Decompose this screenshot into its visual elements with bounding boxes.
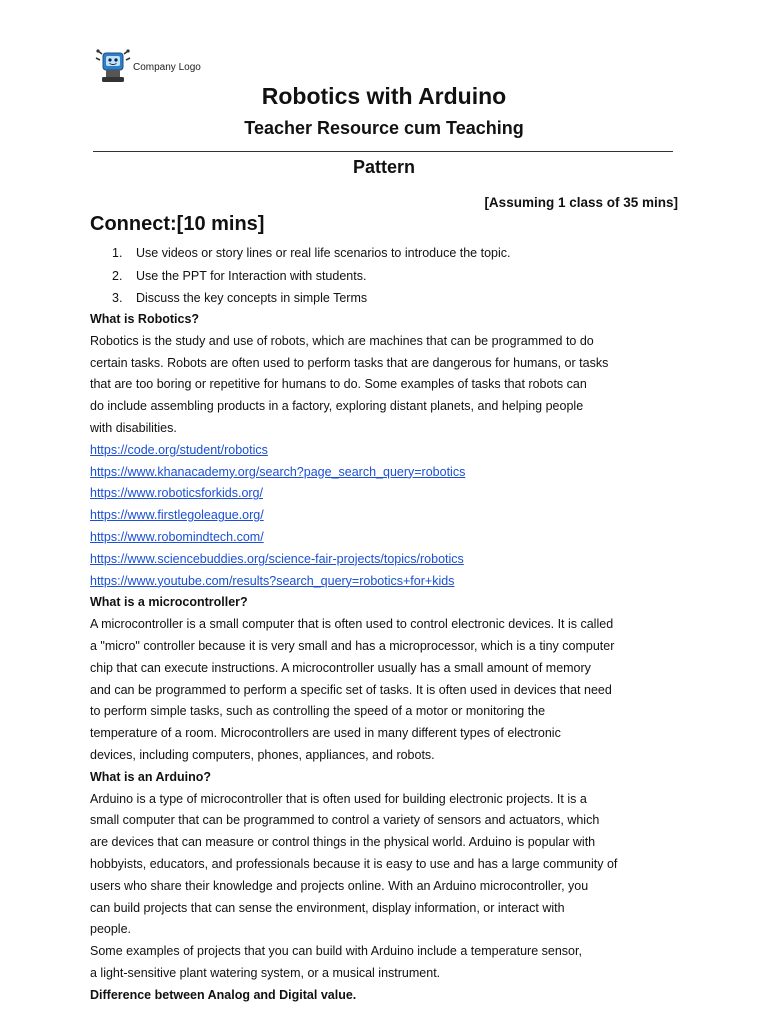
- paragraph-line: and can be programmed to perform a specific set of tasks. It is often used in devices that need: [90, 682, 612, 697]
- paragraph-line: hobbyists, educators, and professionals because it is easy to use and has a large community of: [90, 856, 618, 871]
- paragraph-line: chip that can execute instructions. A microcontroller usually has a small amount of memory: [90, 660, 591, 675]
- arduino-heading: What is an Arduino?: [90, 769, 212, 784]
- paragraph-line: devices, including computers, phones, appliances, and robots.: [90, 747, 435, 762]
- paragraph-line: are devices that can measure or control things in the physical world. Arduino is popular with: [90, 835, 596, 850]
- paragraph-line: with disabilities.: [90, 420, 177, 435]
- list-item: 1. Use videos or story lines or real life scenarios to introduce the topic.: [112, 246, 511, 260]
- document-subtitle-continued: Pattern: [352, 157, 415, 177]
- paragraph-line: Robotics is the study and use of robots, which are machines that can be programmed to do: [90, 333, 594, 348]
- paragraph-line: a light-sensitive plant watering system, or a musical instrument.: [90, 965, 441, 980]
- company-logo: [95, 48, 201, 84]
- document-title: Robotics with Arduino: [261, 83, 507, 109]
- microcontroller-heading: What is a microcontroller?: [90, 595, 248, 610]
- link-sciencebuddies[interactable]: https://www.sciencebuddies.org/science-fair-projects/topics/robotics: [90, 551, 464, 566]
- paragraph-line: Some examples of projects that you can build with Arduino include a temperature sensor,: [90, 944, 582, 959]
- paragraph-line: temperature of a room. Microcontrollers are used in many different types of electronic: [90, 726, 561, 741]
- analog-digital-heading: Difference between Analog and Digital value.: [90, 987, 357, 1002]
- paragraph-line: A microcontroller is a small computer that is often used to control electronic devices. It is called: [90, 617, 614, 632]
- paragraph-line: people.: [90, 922, 132, 937]
- paragraph-line: certain tasks. Robots are often used to perform tasks that are dangerous for humans, or tasks: [90, 355, 609, 370]
- robotics-heading: What is Robotics?: [90, 312, 200, 326]
- class-duration-note: [Assuming 1 class of 35 mins]: [484, 195, 678, 210]
- link-roboticsforkids[interactable]: https://www.roboticsforkids.org/: [90, 486, 263, 501]
- robot-logo-icon: [95, 48, 131, 84]
- title-divider: [93, 151, 673, 152]
- link-youtube[interactable]: https://www.youtube.com/results?search_query=robotics+for+kids: [90, 573, 455, 588]
- paragraph-line: users who share their knowledge and projects online. With an Arduino microcontroller, you: [90, 878, 589, 893]
- document-body: [90, 309, 680, 1007]
- paragraph-line: small computer that can be programmed to control a variety of sensors and actuators, which: [90, 813, 600, 828]
- paragraph-line: Arduino is a type of microcontroller that is often used for building electronic projects. It is a: [90, 791, 587, 806]
- link-code-org[interactable]: https://code.org/student/robotics: [90, 442, 268, 457]
- list-item: 2. Use the PPT for Interaction with students.: [112, 268, 367, 283]
- document-subtitle: Teacher Resource cum Teaching: [244, 118, 524, 138]
- connect-list: [112, 244, 510, 312]
- link-khanacademy[interactable]: https://www.khanacademy.org/search?page_search_query=robotics: [90, 464, 466, 479]
- paragraph-line: that are too boring or repetitive for humans to do. Some examples of tasks that robots can: [90, 377, 587, 392]
- list-item: 3. Discuss the key concepts in simple Terms: [112, 291, 368, 305]
- link-firstlegoleague[interactable]: https://www.firstlegoleague.org/: [90, 508, 264, 523]
- connect-heading: Connect:[10 mins]: [90, 213, 265, 235]
- paragraph-line: a "micro" controller because it is very small and has a microprocessor, which is a tiny computer: [90, 638, 615, 653]
- paragraph-line: can build projects that can sense the environment, display information, or interact with: [90, 900, 565, 915]
- paragraph-line: to perform simple tasks, such as controlling the speed of a motor or monitoring the: [90, 704, 546, 719]
- paragraph-line: do include assembling products in a factory, exploring distant planets, and helping people: [90, 399, 584, 414]
- link-robomindtech[interactable]: https://www.robomindtech.com/: [90, 529, 264, 544]
- logo-text: Company Logo: [133, 61, 201, 73]
